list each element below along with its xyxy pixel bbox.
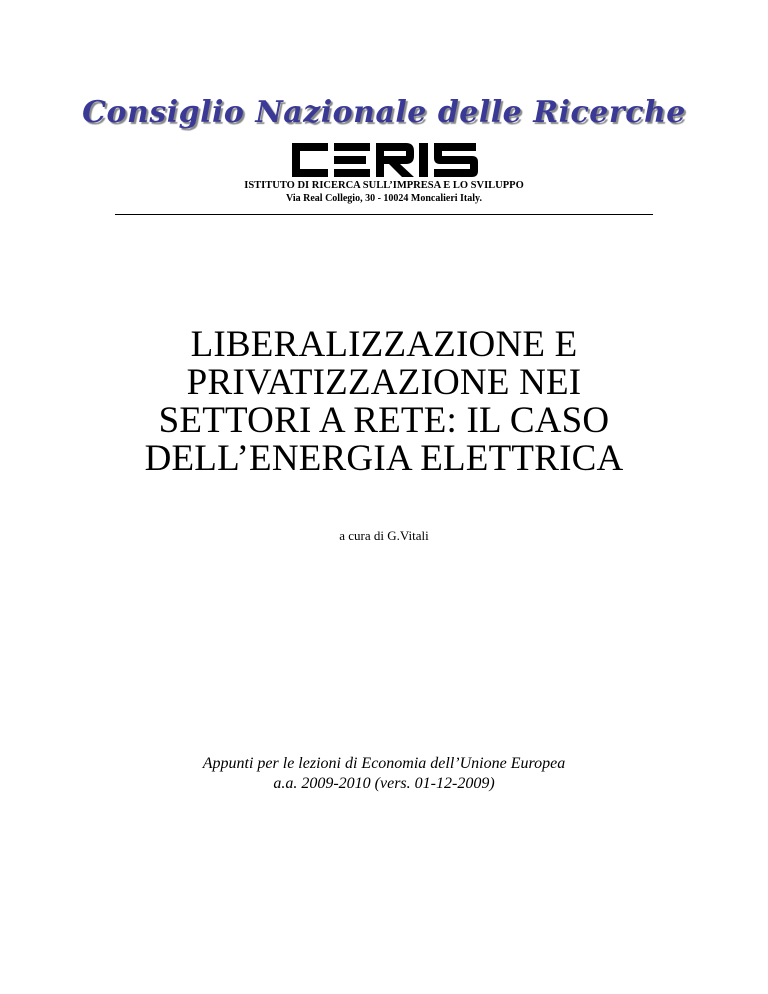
title-line-3: SETTORI A RETE: IL CASO — [158, 400, 610, 441]
course-notes — [0, 754, 768, 794]
notes-line-2: a.a. 2009-2010 (vers. 01-12-2009) — [273, 775, 495, 792]
title-line-1: LIBERALIZZAZIONE E — [190, 324, 578, 365]
institute-address: Via Real Collegio, 30 - 10024 Moncalieri Italy. — [286, 193, 482, 204]
ceris-logo — [0, 143, 768, 179]
title-line-4: DELL’ENERGIA ELETTRICA — [144, 438, 624, 479]
institute-name: ISTITUTO DI RICERCA SULL’IMPRESA E LO SVILUPPO — [244, 180, 524, 191]
title-line-2: PRIVATIZZAZIONE NEI — [186, 362, 582, 403]
document-title — [84, 326, 684, 478]
ceris-logo-graphic — [288, 143, 480, 177]
organization-title: Consiglio Nazionale delle Ricerche — [82, 95, 686, 130]
notes-line-1: Appunti per le lezioni di Economia dell’Unione Europea — [202, 755, 566, 772]
header-divider — [115, 214, 653, 215]
editor-credit: a cura di G.Vitali — [339, 528, 429, 543]
